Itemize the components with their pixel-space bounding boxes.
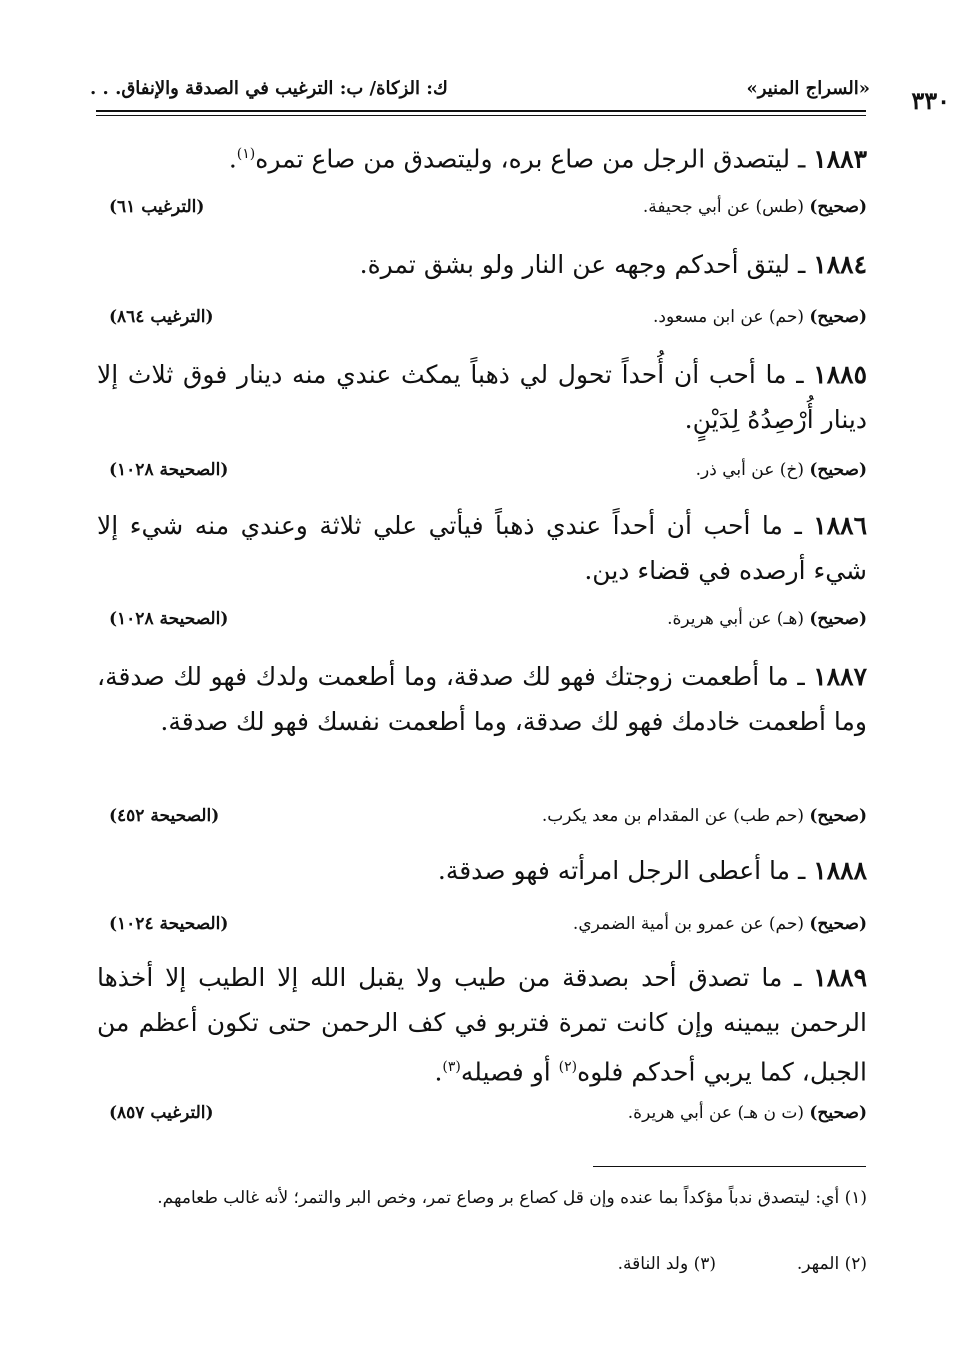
grade-source [696, 460, 867, 480]
hadith-1884 [97, 242, 867, 287]
reference: (الصحيحة ٤٥٢) [109, 806, 220, 826]
chapter-title: ك: الزكاة/ ب: الترغيب في الصدقة والإنفاق. . . [90, 78, 448, 99]
grade-line-1885 [97, 460, 867, 490]
grade-source [667, 609, 867, 629]
separator: ـ [790, 250, 814, 279]
footnote-2: (٢) المهر. [796, 1254, 867, 1274]
footnote-rule [593, 1166, 866, 1167]
reference: (الترغيب ٨٥٧) [109, 1103, 214, 1123]
grade-line-1888 [97, 914, 867, 944]
separator: ـ [790, 856, 814, 885]
grade-line-1883 [97, 197, 867, 227]
source: (ت ن هـ) عن أبي هريرة. [627, 1103, 804, 1123]
hadith-1885 [97, 352, 867, 442]
footnote-marker: (٢) [558, 1059, 578, 1075]
reference: (الترغيب ٨٦٤) [109, 307, 214, 327]
source: (خ) عن أبي ذر. [695, 460, 804, 480]
punctuation: . [228, 144, 237, 174]
hadith-1886 [97, 503, 867, 593]
grade-source [628, 1103, 867, 1123]
hadith-number: ١٨٨٨ [813, 856, 867, 885]
hadith-1887 [97, 654, 867, 744]
punctuation: . [434, 1057, 443, 1087]
footnote-marker: (٣) [442, 1059, 461, 1075]
footnote-3: (٣) ولد الناقة. [617, 1254, 717, 1274]
grade: (صحيح) [809, 806, 867, 826]
book-title: «السراج المنير» [746, 78, 870, 99]
reference: (الصحيحة ١٠٢٨) [109, 460, 229, 480]
hadith-text: ما أحب أن أحداً عندي ذهباً فيأتي علي ثلاثة وعندي منه شيء إلا شيء أرصده في قضاء دين. [97, 511, 867, 585]
hadith-text: ما تصدق أحد بصدقة من طيب ولا يقبل الله إلا الطيب إلا أخذها الرحمن بيمينه وإن كانت تمرة فتربو في كف الرحمن حتى تكون أعظم من الجبل، كما يربي أحدكم فلوه [97, 963, 867, 1087]
separator: ـ [788, 662, 814, 691]
source: (طس) عن أبي جحيفة. [642, 197, 804, 217]
reference: (الصحيحة ١٠٢٤) [109, 914, 229, 934]
hadith-1888 [97, 848, 867, 893]
hadith-text: ما أحب أن أُحداً تحول لي ذهباً يمكث عندي منه دينار فوق ثلاث إلا دينار أُرْصِدُهُ لِدَيْنٍ. [97, 360, 867, 434]
grade: (صحيح) [809, 609, 867, 629]
footnote-1: (١) أي: ليتصدق ندباً مؤكداً بما عنده وإن قل كصاع بر وصاع تمر، وخص البر والتمر؛ لأنه غالب طعامهم. [157, 1188, 867, 1208]
footnotes-2-3 [97, 1249, 867, 1279]
page-number: ٣٣٠ [911, 86, 950, 115]
grade-line-1884 [97, 307, 867, 337]
grade-source [653, 307, 867, 327]
hadith-text: ما أطعمت زوجتك فهو لك صدقة، وما أطعمت ولدك فهو لك صدقة، وما أطعمت خادمك فهو لك صدقة، وما أطعمت نفسك فهو لك صدقة. [97, 662, 867, 736]
grade: (صحيح) [809, 197, 867, 217]
hadith-number: ١٨٨٦ [813, 511, 867, 540]
hadith-1883 [97, 132, 867, 181]
hadith-number: ١٨٨٣ [813, 144, 867, 174]
grade-source [542, 806, 867, 826]
grade-line-1889 [97, 1103, 867, 1133]
grade: (صحيح) [809, 307, 867, 327]
header-rule [96, 110, 866, 112]
hadith-1889 [97, 955, 867, 1094]
hadith-text: ليتصدق الرجل من صاع بره، وليتصدق من صاع تمره [255, 144, 791, 174]
hadith-number: ١٨٨٤ [813, 250, 867, 279]
grade: (صحيح) [809, 460, 867, 480]
hadith-number: ١٨٨٥ [813, 360, 867, 389]
separator: ـ [786, 360, 814, 389]
source: (حم طب) عن المقدام بن معد يكرب. [541, 806, 804, 826]
grade: (صحيح) [809, 914, 867, 934]
page-header [90, 72, 950, 115]
hadith-number: ١٨٨٧ [813, 662, 867, 691]
source: (هـ) عن أبي هريرة. [667, 609, 804, 629]
source: (حم) عن ابن مسعود. [652, 307, 804, 327]
reference: (الصحيحة ١٠٢٨) [109, 609, 229, 629]
footnote-marker: (١) [236, 146, 256, 162]
hadith-text: ليتق أحدكم وجهه عن النار ولو بشق تمرة. [359, 250, 791, 279]
grade: (صحيح) [809, 1103, 867, 1123]
separator: ـ [782, 511, 814, 540]
grade-source [573, 914, 867, 934]
source: (حم) عن عمرو بن أمية الضمري. [572, 914, 804, 934]
hadith-number: ١٨٨٩ [813, 963, 868, 992]
separator: ـ [790, 144, 814, 174]
hadith-text: ما أعطى الرجل امرأته فهو صدقة. [437, 856, 791, 885]
hadith-text-cont: أو فصيله [460, 1057, 559, 1087]
grade-line-1886 [97, 609, 867, 639]
grade-line-1887 [97, 806, 867, 836]
reference: (الترغيب ٦١) [109, 197, 205, 217]
separator: ـ [782, 963, 814, 992]
grade-source [643, 197, 867, 217]
header-rule-thin [96, 115, 866, 116]
